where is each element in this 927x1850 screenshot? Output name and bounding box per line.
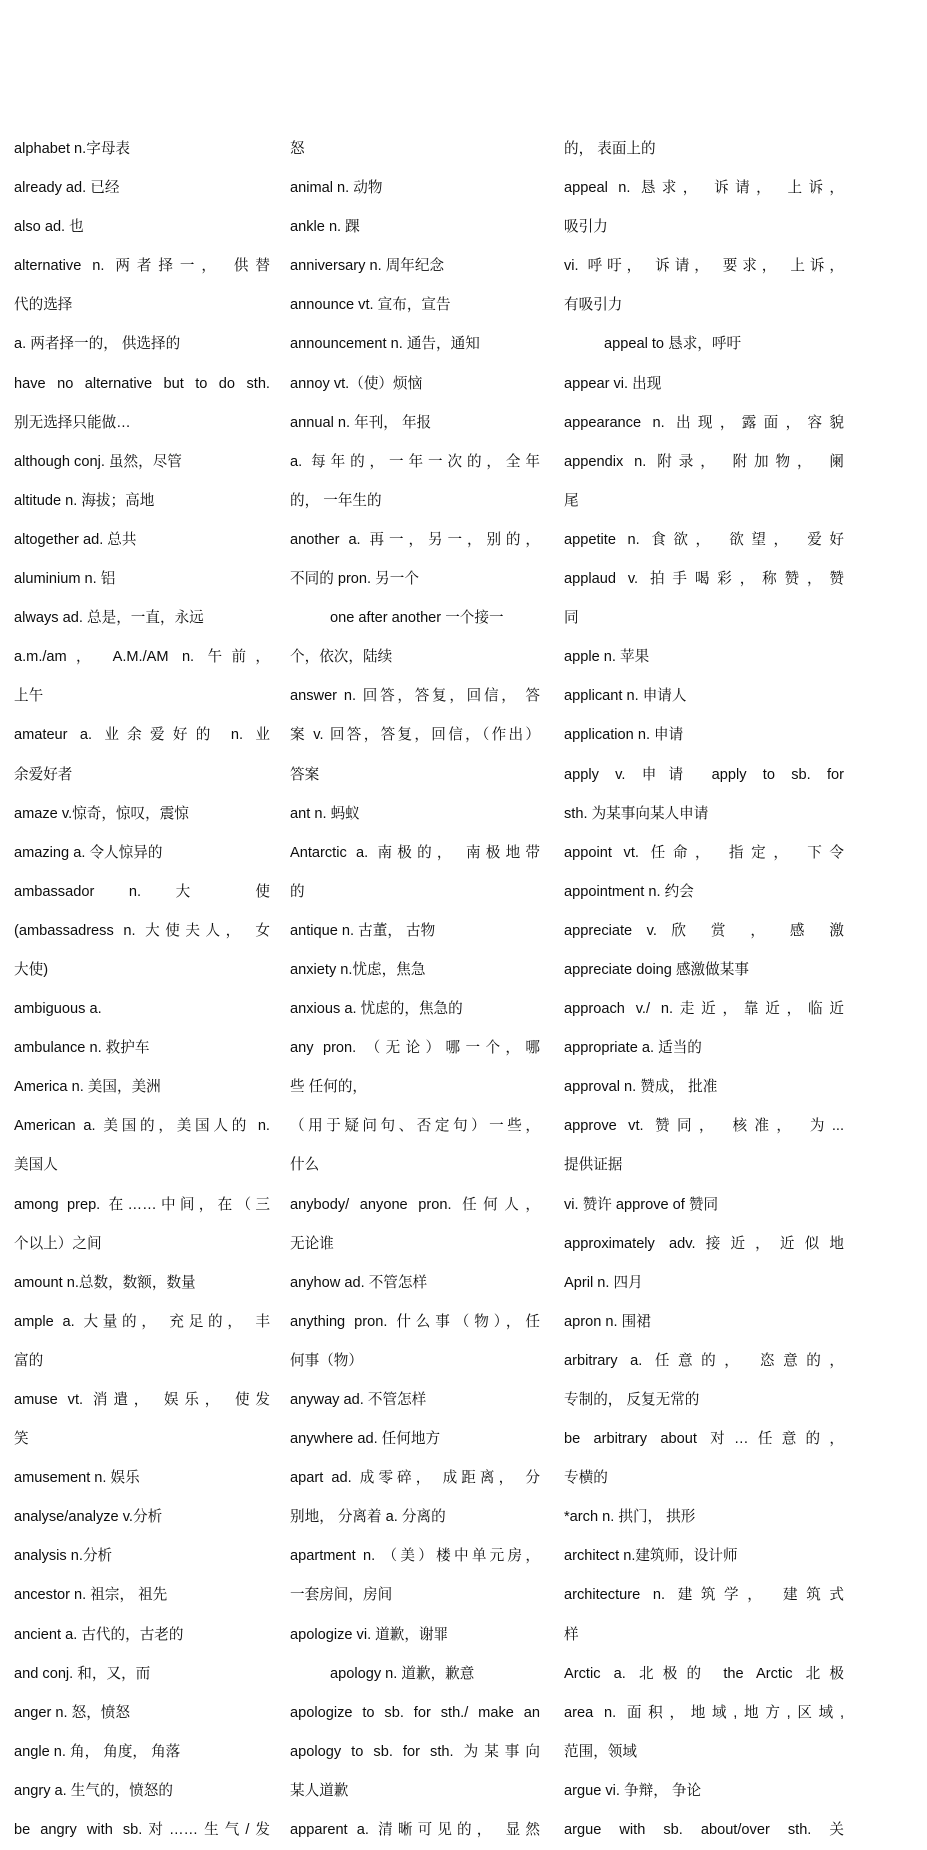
- vocabulary-entry: 代的选择: [14, 297, 73, 314]
- vocabulary-entry: altogether ad. 总共: [14, 531, 137, 548]
- vocabulary-entry: applicant n. 申请人: [564, 688, 687, 705]
- vocabulary-entry: apart ad. 成零碎， 成距离， 分: [290, 1470, 540, 1487]
- vocabulary-entry: ambulance n. 救护车: [14, 1040, 150, 1057]
- vocabulary-entry: 尾: [564, 492, 579, 509]
- vocabulary-entry: appendix n. 附录， 附加物， 阑: [564, 453, 844, 470]
- vocabulary-entry: 有吸引力: [564, 297, 623, 314]
- vocabulary-entry: amazing a. 令人惊异的: [14, 844, 163, 861]
- vocabulary-entry: answer n. 回答，答复，回信， 答: [290, 688, 540, 705]
- vocabulary-entry: 个以上）之间: [14, 1235, 102, 1252]
- vocabulary-entry: 无论谁: [290, 1235, 334, 1252]
- vocabulary-entry: applaud v. 拍手喝彩，称赞，赞: [564, 571, 844, 588]
- vocabulary-entry: aluminium n. 铝: [14, 571, 116, 588]
- vocabulary-entry: approach v./ n.走近，靠近，临近: [564, 1001, 844, 1018]
- vocabulary-entry: although conj. 虽然，尽管: [14, 453, 182, 470]
- vocabulary-entry: annoy vt.（使）烦恼: [290, 375, 423, 392]
- vocabulary-entry: apology n. 道歉，歉意: [330, 1665, 475, 1682]
- vocabulary-entry: among prep. 在……中间，在（三: [14, 1196, 270, 1213]
- vocabulary-entry: April n. 四月: [564, 1274, 643, 1291]
- vocabulary-entry: 答案: [290, 766, 320, 783]
- vocabulary-entry: anyway ad. 不管怎样: [290, 1392, 427, 1408]
- vocabulary-entry: amaze v.惊奇，惊叹，震惊: [14, 805, 189, 822]
- vocabulary-entry: angle n. 角， 角度， 角落: [14, 1743, 181, 1760]
- vocabulary-entry: be angry with sb.对……生气/发: [14, 1822, 270, 1839]
- vocabulary-entry: arbitrary a. 任意的， 恣意的，: [564, 1352, 844, 1369]
- vocabulary-entry: vi. 赞许 approve of 赞同: [564, 1196, 719, 1213]
- vocabulary-entry: architecture n. 建筑学， 建筑式: [564, 1587, 844, 1604]
- vocabulary-entry: also ad. 也: [14, 219, 84, 236]
- vocabulary-entry: Arctic a. 北极的 the Arctic 北极: [564, 1665, 844, 1682]
- vocabulary-entry: 专制的， 反复无常的: [564, 1392, 700, 1408]
- vocabulary-entry: apartment n. （美）楼中单元房，: [290, 1548, 540, 1565]
- vocabulary-entry: apologize to sb. for sth./ make an: [290, 1704, 540, 1721]
- vocabulary-entry: Antarctic a. 南极的， 南极地带: [290, 844, 540, 861]
- vocabulary-entry: anyhow ad. 不管怎样: [290, 1274, 428, 1291]
- vocabulary-entry: anger n. 怒，愤怒: [14, 1704, 130, 1721]
- vocabulary-entry: *arch n. 拱门， 拱形: [564, 1509, 696, 1526]
- vocabulary-entry: 个，依次，陆续: [290, 649, 393, 666]
- vocabulary-entry: America n. 美国，美洲: [14, 1079, 161, 1096]
- vocabulary-entry: ancestor n. 祖宗， 祖先: [14, 1587, 168, 1604]
- vocabulary-entry: sth. 为某事向某人申请: [564, 805, 709, 822]
- vocabulary-entry: antique n. 古董， 古物: [290, 922, 436, 939]
- vocabulary-entry: 些 任何的，: [290, 1079, 368, 1096]
- vocabulary-entry: amount n.总数，数额，数量: [14, 1274, 196, 1291]
- vocabulary-entry: apologize vi. 道歉，谢罪: [290, 1626, 449, 1643]
- vocabulary-entry: ankle n. 踝: [290, 219, 360, 236]
- vocabulary-entry: 笑: [14, 1431, 29, 1448]
- vocabulary-entry: 的， 一年生的: [290, 492, 382, 509]
- vocabulary-column-1: [14, 130, 284, 1850]
- vocabulary-entry: 别地， 分离着 a. 分离的: [290, 1509, 446, 1526]
- vocabulary-entry: alternative n. 两者择一， 供替: [14, 258, 270, 275]
- vocabulary-entry: 一套房间，房间: [290, 1587, 393, 1604]
- vocabulary-entry: 美国人: [14, 1157, 58, 1174]
- vocabulary-entry: have no alternative but to do sth.: [14, 375, 270, 392]
- vocabulary-entry: amuse vt. 消遣， 娱乐， 使发: [14, 1392, 270, 1408]
- vocabulary-entry: anywhere ad. 任何地方: [290, 1431, 441, 1448]
- vocabulary-entry: apply v. 申请 apply to sb. for: [564, 766, 844, 783]
- vocabulary-entry: appear vi. 出现: [564, 375, 662, 392]
- vocabulary-entry: 别无选择只能做…: [14, 414, 131, 431]
- vocabulary-entry: apple n. 苹果: [564, 649, 650, 666]
- vocabulary-entry: （用于疑问句、否定句）一些，: [290, 1118, 540, 1135]
- vocabulary-entry: argue with sb. about/over sth. 关: [564, 1822, 844, 1839]
- vocabulary-entry: appointment n. 约会: [564, 883, 694, 900]
- vocabulary-entry: 某人道歉: [290, 1782, 349, 1799]
- vocabulary-entry: approval n. 赞成， 批准: [564, 1079, 718, 1096]
- vocabulary-entry: argue vi. 争辩， 争论: [564, 1782, 702, 1799]
- vocabulary-entry: analyse/analyze v.分析: [14, 1509, 163, 1526]
- vocabulary-entry: a. 两者择一的， 供选择的: [14, 336, 181, 353]
- vocabulary-entry: approve vt. 赞同， 核准， 为...: [564, 1118, 844, 1135]
- vocabulary-entry: anything pron. 什么事（物），任: [290, 1313, 540, 1330]
- vocabulary-entry: approximately adv.接近，近似地: [564, 1235, 844, 1252]
- vocabulary-entry: 富的: [14, 1352, 44, 1369]
- vocabulary-entry: 什么: [290, 1157, 320, 1174]
- vocabulary-entry: 范围，领域: [564, 1743, 637, 1760]
- vocabulary-entry: and conj. 和，又，而: [14, 1665, 151, 1682]
- vocabulary-entry: amusement n. 娱乐: [14, 1470, 140, 1487]
- vocabulary-entry: annual n. 年刊， 年报: [290, 414, 432, 431]
- vocabulary-entry: ambiguous a.: [14, 1001, 102, 1018]
- vocabulary-entry: 样: [564, 1626, 579, 1643]
- vocabulary-entry: amateur a. 业余爱好的 n. 业: [14, 727, 270, 744]
- vocabulary-entry: angry a. 生气的，愤怒的: [14, 1782, 173, 1799]
- vocabulary-entry: anybody/ anyone pron. 任何人，: [290, 1196, 540, 1213]
- vocabulary-entry: appoint vt. 任命， 指定， 下令: [564, 844, 844, 861]
- vocabulary-entry: application n. 申请: [564, 727, 684, 744]
- vocabulary-entry: be arbitrary about 对…任意的，: [564, 1431, 844, 1448]
- vocabulary-entry: alphabet n.字母表: [14, 141, 131, 157]
- vocabulary-entry: apparent a. 清晰可见的， 显然: [290, 1822, 540, 1839]
- vocabulary-entry: (ambassadress n. 大使夫人， 女: [14, 922, 270, 939]
- vocabulary-entry: appreciate doing 感激做某事: [564, 961, 749, 978]
- vocabulary-column-3: [554, 130, 844, 1850]
- vocabulary-entry: 上午: [14, 688, 44, 705]
- vocabulary-entry: apology to sb. for sth. 为某事向: [290, 1743, 540, 1760]
- vocabulary-entry: altitude n. 海拔；高地: [14, 492, 155, 509]
- vocabulary-entry: 何事（物）: [290, 1352, 363, 1369]
- vocabulary-entry: 吸引力: [564, 219, 608, 236]
- vocabulary-entry: a. 每年的，一年一次的，全年: [290, 453, 540, 470]
- vocabulary-entry: appreciate v. 欣 赏 ， 感 激: [564, 922, 844, 939]
- vocabulary-entry: ambassador n. 大 使: [14, 883, 270, 900]
- columns-container: [14, 130, 913, 1850]
- vocabulary-entry: area n. 面积，地域,地方,区域,: [564, 1704, 844, 1721]
- vocabulary-entry: vi. 呼吁， 诉请， 要求， 上诉，: [564, 258, 844, 275]
- vocabulary-entry: appeal n. 恳求， 诉请， 上诉，: [564, 180, 844, 197]
- vocabulary-entry: anniversary n. 周年纪念: [290, 258, 445, 275]
- vocabulary-entry: 的， 表面上的: [564, 141, 656, 157]
- vocabulary-entry: architect n.建筑师，设计师: [564, 1548, 738, 1565]
- vocabulary-entry: analysis n.分析: [14, 1548, 113, 1565]
- vocabulary-entry: announcement n. 通告，通知: [290, 336, 480, 353]
- vocabulary-entry: 专横的: [564, 1470, 608, 1487]
- vocabulary-entry: 案 v. 回答，答复，回信，（作出）: [290, 727, 540, 744]
- vocabulary-entry: another a. 再一，另一，别的，: [290, 531, 540, 548]
- vocabulary-entry: appetite n. 食欲， 欲望， 爱好: [564, 531, 844, 548]
- vocabulary-entry: one after another 一个接一: [330, 610, 504, 627]
- vocabulary-entry: 同: [564, 610, 579, 627]
- vocabulary-entry: anxiety n.忧虑，焦急: [290, 961, 426, 978]
- vocabulary-entry: 大使): [14, 961, 49, 978]
- vocabulary-entry: apron n. 围裙: [564, 1313, 651, 1330]
- vocabulary-entry: 的: [290, 883, 305, 900]
- vocabulary-entry: 余爱好者: [14, 766, 73, 783]
- vocabulary-entry: ancient a. 古代的，古老的: [14, 1626, 184, 1643]
- vocabulary-entry: appearance n. 出现，露面，容貌: [564, 414, 844, 431]
- vocabulary-entry: announce vt. 宣布，宣告: [290, 297, 451, 314]
- vocabulary-entry: American a. 美国的，美国人的 n.: [14, 1118, 270, 1135]
- vocabulary-entry: animal n. 动物: [290, 180, 383, 197]
- vocabulary-entry: 提供证据: [564, 1157, 623, 1174]
- vocabulary-entry: ample a. 大量的， 充足的， 丰: [14, 1313, 270, 1330]
- vocabulary-entry: anxious a. 忧虑的，焦急的: [290, 1001, 463, 1018]
- vocabulary-column-2: [284, 130, 554, 1850]
- vocabulary-entry: appropriate a. 适当的: [564, 1040, 702, 1057]
- vocabulary-entry: any pron. （无论）哪一个，哪: [290, 1040, 540, 1057]
- vocabulary-entry: 不同的 pron. 另一个: [290, 571, 419, 588]
- vocabulary-entry: ant n. 蚂蚁: [290, 805, 360, 822]
- vocabulary-entry: already ad. 已经: [14, 180, 120, 197]
- vocabulary-entry: always ad. 总是，一直，永远: [14, 610, 204, 627]
- vocabulary-entry: 怒: [290, 141, 305, 157]
- vocabulary-entry: a.m./am， A.M./AM n. 午前，: [14, 649, 270, 666]
- vocabulary-entry: appeal to 恳求，呼吁: [604, 336, 742, 353]
